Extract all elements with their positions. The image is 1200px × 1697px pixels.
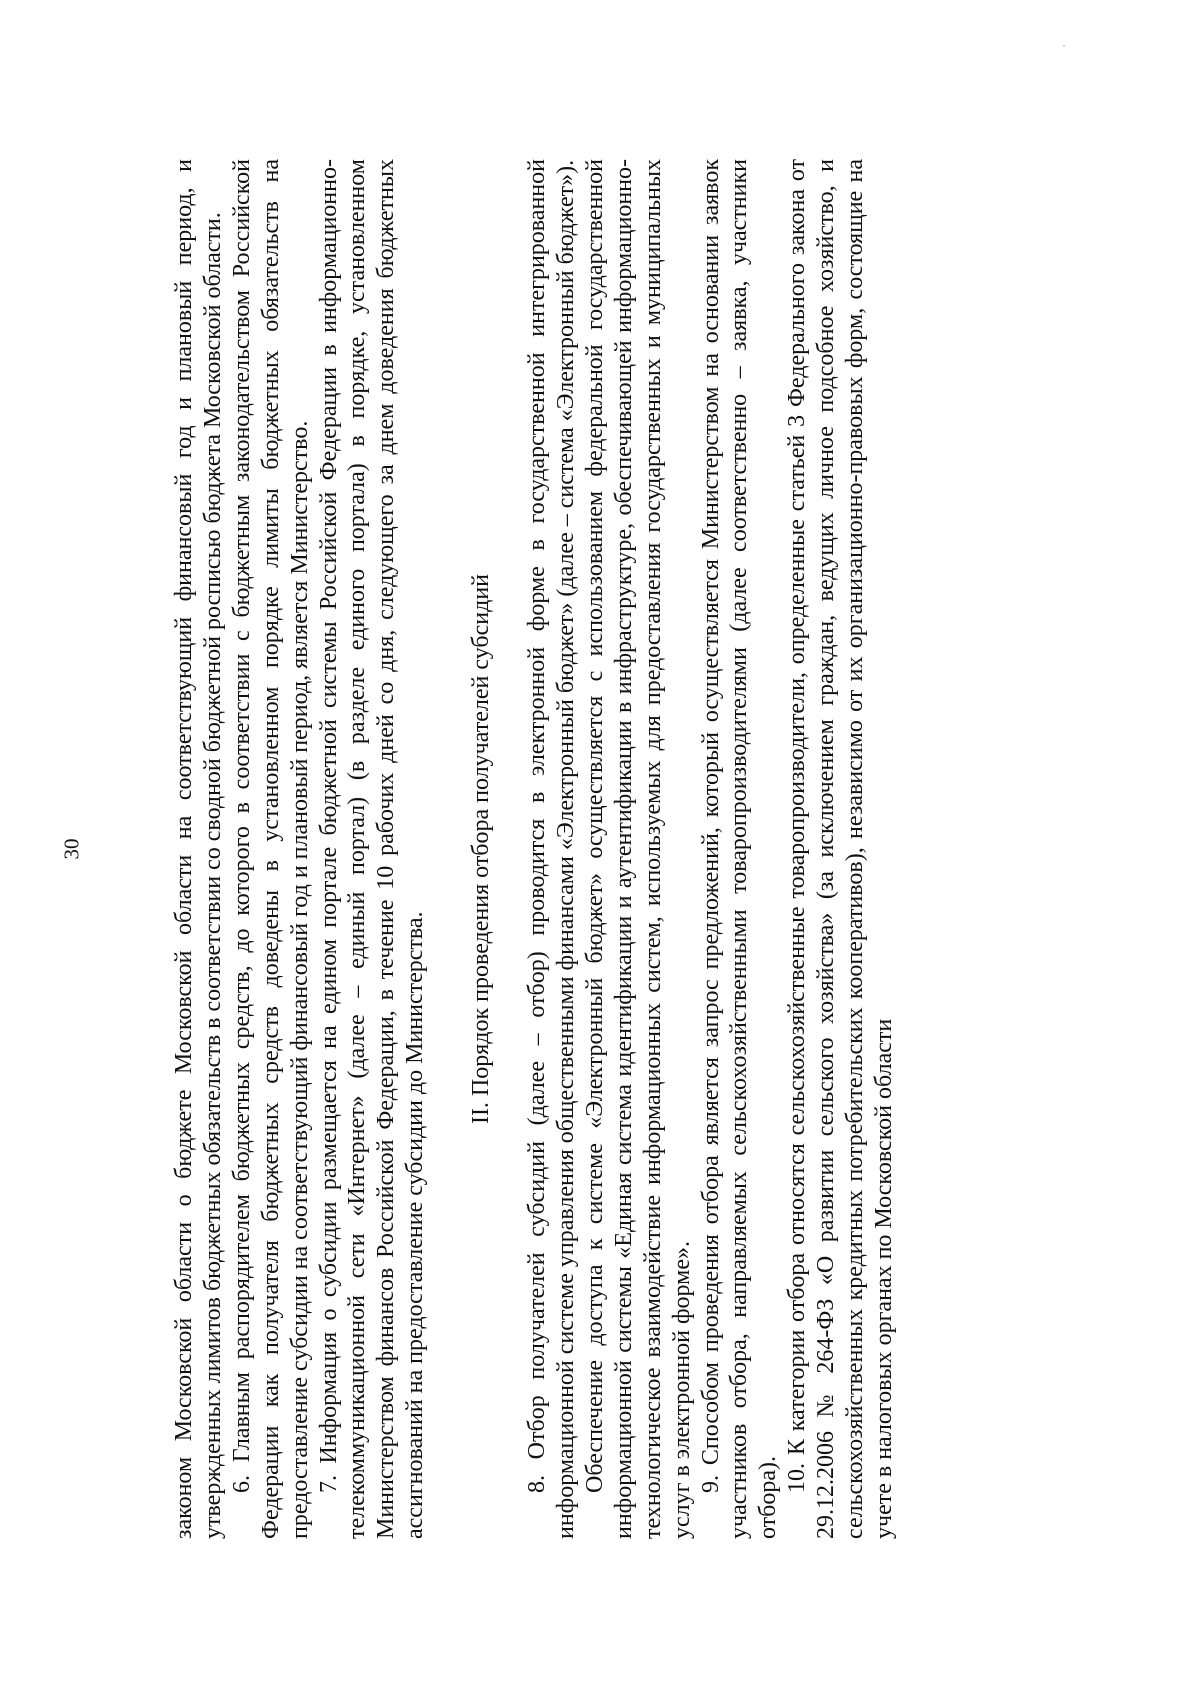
paragraph-8: 8. Отбор получателей субсидий (далее – отбор) проводится в электронной форме в государственной интегрированной информационной системе управления общественными финансами «Электронный бюджет» (далее – система «Электронный бюджет»). xyxy=(524,159,579,1539)
page-number: 30 xyxy=(59,838,84,860)
paragraph-7: 7. Информация о субсидии размещается на едином портале бюджетной системы Российской Федерации в информационно-телекоммуникационной сети «Интернет» (далее – единый портал) (в разделе единого портала) в порядке, установленном Министерством финансов Российской Федерации, в течение 10 рабочих дней со дня, следующего за днем доведения бюджетных ассигнований на предоставление субсидии до Министерства. xyxy=(315,159,429,1539)
paragraph-8-continuation: Обеспечение доступа к системе «Электронный бюджет» осуществляется с использованием федеральной государственной информационной системы «Единая система идентификации и аутентификации в инфраструктуре, обеспечивающей информационно-технологическое взаимодействие информационных систем, используемых для предоставления государственных и муниципальных услуг в электронной форме». xyxy=(581,159,695,1539)
scan-speck xyxy=(1063,45,1065,47)
section-heading: II. Порядок проведения отбора получателей субсидий xyxy=(468,573,495,1125)
paragraph-9: 9. Способом проведения отбора является запрос предложений, который осуществляется Министерством на основании заявок участников отбора, направляемых сельскохозяйственными товаропроизводителями (далее соответственно – заявка, участники отбора). xyxy=(697,159,782,1539)
paragraph-6: 6. Главным распорядителем бюджетных средств, до которого в соответствии с бюджетным законодательством Российской Федерации как получателя бюджетных средств доведены в установленном порядке лимиты бюджетных обязательств на предоставление субсидии на соответствующий финансовый год и плановый период, является Министерство. xyxy=(228,159,313,1539)
paragraph-10: 10. К категории отбора относятся сельскохозяйственные товаропроизводители, определенные статьей 3 Федерального закона от 29.12.2006 № 264-ФЗ «О развитии сельского хозяйства» (за исключением граждан, ведущих личное подсобное хозяйство, и сельскохозяйственных кредитных потребительских кооперативов), независимо от их организационно-правовых форм, состоящие на учете в налоговых органах по Московской области xyxy=(784,159,897,1539)
document-body xyxy=(170,159,1030,1539)
paragraph-continuation: законом Московской области о бюджете Московской области на соответствующий финансовый год и плановый период, и утвержденных лимитов бюджетных обязательств в соответствии со сводной бюджетной росписью бюджета Московской области. xyxy=(171,159,226,1539)
